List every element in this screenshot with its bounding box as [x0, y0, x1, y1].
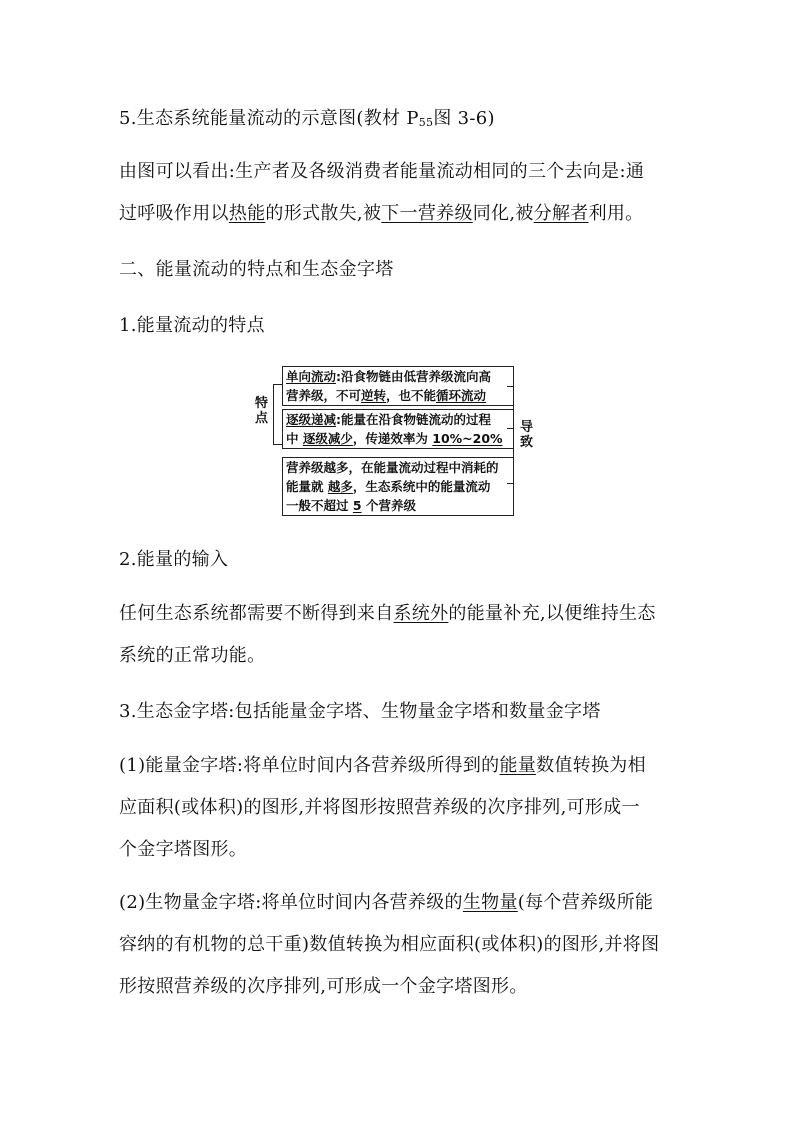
- text: (每个营养级所能: [517, 892, 654, 913]
- answer-efficiency: 10%~20%: [432, 431, 503, 446]
- text: 一般不超过: [286, 498, 349, 513]
- text: 任何生态系统都需要不断得到来自: [119, 603, 394, 624]
- box-one-way-flow: [282, 366, 514, 406]
- label-leads-to: 导致: [520, 420, 534, 450]
- section2-title: 二、能量流动的特点和生态金字塔: [119, 259, 394, 280]
- text: ，传递效率为: [352, 431, 428, 446]
- p2-line2: 容纳的有机物的总干重)数值转换为相应面积(或体积)的图形,并将图: [119, 934, 660, 955]
- p1-line3: 个金字塔图形。: [119, 839, 248, 860]
- keyword-one-way: 单向流动: [286, 369, 337, 384]
- text: ，也不能: [386, 388, 437, 403]
- section5-title: [119, 107, 495, 135]
- answer-five: 5: [352, 498, 362, 513]
- p1-line1: [119, 754, 646, 778]
- text: 营养级，不可: [286, 388, 362, 403]
- subsection3-title: 3.生态金字塔:包括能量金字塔、生物量金字塔和数量金字塔: [119, 701, 601, 722]
- page-subscript: 55: [418, 116, 434, 129]
- label-features: 特点: [255, 396, 269, 426]
- answer-biomass: 生物量: [462, 892, 518, 913]
- answer-heat: 热能: [228, 203, 266, 224]
- text: 中: [286, 431, 299, 446]
- text: :沿食物链由低营养级流向高: [336, 369, 492, 384]
- text: 过呼吸作用以: [119, 203, 229, 224]
- text: 的能量补充,以便维持生态: [448, 603, 656, 624]
- p2-line3: 形按照营养级的次序排列,可形成一个金字塔图形。: [119, 976, 528, 997]
- answer-next-level: 下一营养级: [381, 203, 473, 224]
- p1-line2: 应面积(或体积)的图形,并将图形按照营养级的次序排列,可形成一: [119, 797, 640, 818]
- answer-energy: 能量: [499, 755, 537, 776]
- text: 同化,被: [472, 203, 534, 224]
- text: 营养级越多，在能量流动过程中消耗的: [286, 460, 499, 475]
- answer-decomposer: 分解者: [533, 203, 589, 224]
- text: 能量就: [286, 479, 324, 494]
- section5-line2: [119, 202, 643, 226]
- answer-cycle: 循环流动: [436, 388, 487, 403]
- text: (2)生物量金字塔:将单位时间内各营养级的: [119, 892, 463, 913]
- text: :能量在沿食物链流动的过程: [336, 412, 492, 427]
- answer-more: 越多: [327, 479, 353, 494]
- box-trophic-limit: [282, 457, 514, 516]
- section5-title-post: 图 3-6): [433, 108, 495, 129]
- section5-line1: 由图可以看出:生产者及各级消费者能量流动相同的三个去向是:通: [119, 161, 645, 182]
- answer-outside-system: 系统外: [393, 603, 449, 624]
- text: (1)能量金字塔:将单位时间内各营养级所得到的: [119, 755, 500, 776]
- subsection2-line1: [119, 602, 656, 626]
- text: 数值转换为相: [536, 755, 646, 776]
- text: ，生态系统中的能量流动: [352, 479, 491, 494]
- section5-title-pre: 5.生态系统能量流动的示意图(教材 P: [119, 108, 419, 129]
- text: 利用。: [588, 203, 644, 224]
- p2-line1: [119, 891, 653, 915]
- text: 个营养级: [365, 498, 416, 513]
- keyword-decreasing: 逐级递减: [286, 412, 337, 427]
- subsection1-title: 1.能量流动的特点: [119, 315, 265, 336]
- subsection2-title: 2.能量的输入: [119, 549, 229, 570]
- answer-reverse: 逆转: [361, 388, 387, 403]
- subsection2-line2: 系统的正常功能。: [119, 645, 266, 666]
- box-decreasing: [282, 409, 514, 449]
- answer-decrease: 逐级减少: [302, 431, 353, 446]
- text: 的形式散失,被: [265, 203, 382, 224]
- energy-flow-diagram: [252, 364, 542, 516]
